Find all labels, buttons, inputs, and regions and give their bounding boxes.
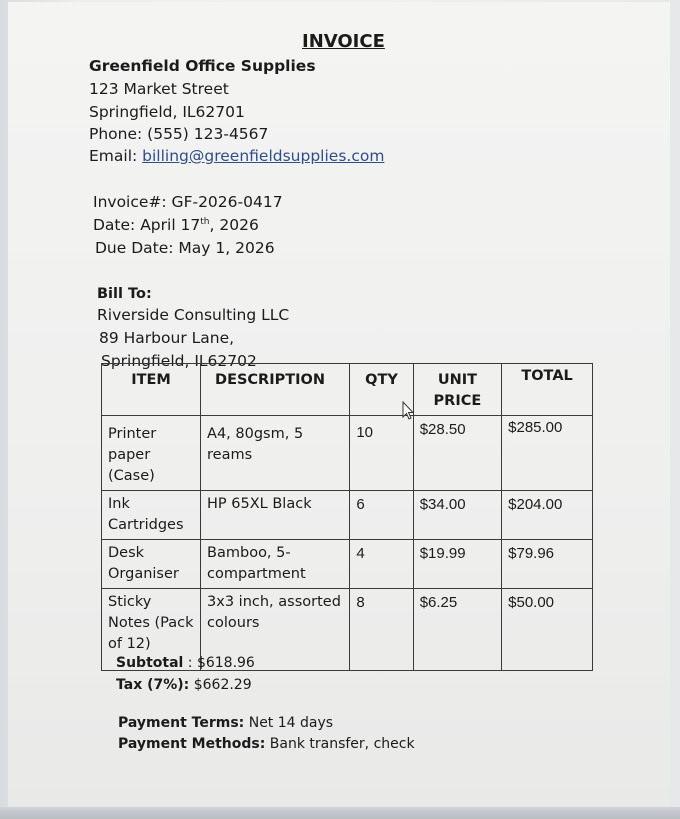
header-unit-price: UNIT PRICE: [413, 364, 501, 416]
payment-methods-value: Bank transfer, check: [265, 736, 415, 752]
invoice-title: INVOICE: [302, 31, 385, 52]
row-item: Printer paper (Case): [102, 416, 201, 491]
row-description: HP 65XL Black: [201, 491, 350, 540]
monitor-bezel: [0, 807, 680, 819]
row-unit-price: $19.99: [413, 540, 501, 589]
row-description: Bamboo, 5-compartment: [201, 540, 350, 589]
header-qty: QTY: [350, 364, 413, 416]
invoice-number: Invoice#: GF-2026-0417: [93, 193, 283, 211]
row-unit-price: $34.00: [413, 491, 501, 540]
row-description: A4, 80gsm, 5 reams: [201, 416, 350, 491]
invoice-date: [93, 216, 259, 234]
row-qty: 6: [350, 491, 413, 540]
row-qty: 10: [350, 416, 413, 491]
row-item: Sticky Notes (Pack of 12): [102, 589, 201, 671]
payment-methods-line: [118, 736, 415, 752]
payment-terms-value: Net 14 days: [244, 715, 334, 731]
bill-to-name: Riverside Consulting LLC: [97, 306, 290, 324]
row-item: Ink Cartridges: [102, 491, 201, 540]
seller-email-link[interactable]: billing@greenfieldsupplies.com: [142, 147, 385, 165]
row-item: Desk Organiser: [102, 540, 201, 589]
payment-terms-line: [118, 715, 333, 731]
table-row: [102, 491, 593, 540]
header-description: DESCRIPTION: [201, 364, 350, 416]
bill-to-label: Bill To:: [97, 286, 152, 302]
subtotal-label: Subtotal: [116, 655, 184, 671]
seller-phone: Phone: (555) 123-4567: [89, 125, 269, 143]
seller-street: 123 Market Street: [89, 80, 229, 98]
row-description: 3x3 inch, assorted colours: [201, 589, 350, 671]
row-total: $285.00: [502, 416, 593, 491]
header-item: ITEM: [102, 364, 201, 416]
row-qty: 8: [350, 589, 413, 671]
subtotal-value: : $618.96: [183, 655, 255, 671]
subtotal-line: [116, 655, 255, 671]
payment-methods-label: Payment Methods:: [118, 736, 266, 752]
row-total: $204.00: [502, 491, 593, 540]
invoice-date-year: , 2026: [209, 216, 259, 234]
invoice-date-ordinal: th: [200, 216, 210, 227]
seller-email-line: [89, 147, 384, 165]
seller-name: Greenfield Office Supplies: [89, 57, 316, 75]
row-unit-price: $6.25: [413, 589, 501, 671]
invoice-due-date: Due Date: May 1, 2026: [95, 239, 275, 257]
invoice-date-main: Date: April 17: [93, 216, 201, 234]
table-row: [102, 416, 593, 491]
line-items-table: [101, 363, 593, 671]
seller-city: Springfield, IL62701: [89, 103, 245, 121]
bill-to-street: 89 Harbour Lane,: [99, 329, 235, 347]
mouse-cursor-icon: [402, 401, 414, 421]
tax-label: Tax (7%):: [116, 677, 190, 693]
row-total: $79.96: [502, 540, 593, 589]
row-total: $50.00: [502, 589, 593, 671]
row-qty: 4: [350, 540, 413, 589]
header-total: TOTAL: [502, 364, 593, 416]
payment-terms-label: Payment Terms:: [118, 715, 245, 731]
seller-email-label: Email:: [89, 147, 143, 165]
tax-line: [116, 677, 252, 693]
tax-value: $662.29: [189, 677, 252, 693]
table-row: [102, 540, 593, 589]
row-unit-price: $28.50: [413, 416, 501, 491]
bill-to-city: Springfield, IL62702: [101, 352, 257, 370]
table-header-row: [102, 364, 593, 416]
